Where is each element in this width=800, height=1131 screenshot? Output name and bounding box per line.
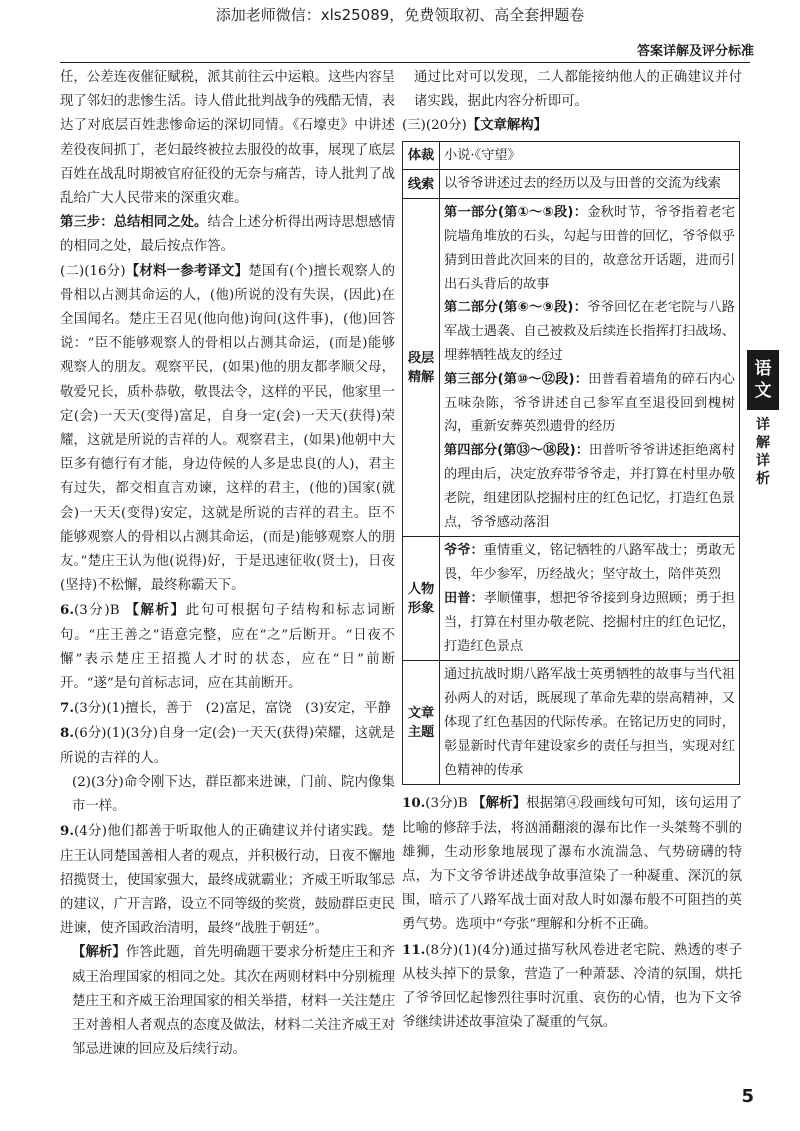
step3-label: 第三步：总结相同之处。: [60, 215, 208, 231]
q9-text: (4分)他们都善于听取他人的正确建议并付诸实践。楚庄王认同楚国善相人者的观点，并积极行动，日夜不懈地招揽贤士，使国家强大，最终成就霸业；齐威王听取邹忌的建议，广开言路，设立不同等级的奖赏，鼓励群臣吏民进谏，使齐国政治清明，最终“战胜于朝廷”。: [60, 824, 395, 937]
question-9: [60, 819, 395, 941]
section-2-heading: (二)(16分): [60, 263, 126, 279]
clue-value: 以爷爷讲述过去的经历以及与田普的交流为线索: [440, 170, 740, 199]
character-entry: [444, 587, 735, 658]
character-name: 田普：: [444, 590, 484, 606]
q6-number: 6.: [60, 602, 74, 619]
part-text: 田普听爷爷讲述拒绝离村的理由后，决定放弃带爷爷走，并打算在村里办敬老院，组建团队挖掘村庄的红色记忆，打造红色景点，爷爷感动落泪: [444, 443, 736, 530]
part-label: 第四部分(第⑬～⑱段)：: [444, 443, 590, 459]
section-2-text: 楚国有(个)擅长观察人的骨相以占测其命运的人，(他)所说的没有失误，(因此)在全国闻名。楚庄王召见(他向他)询问(这件事)，(他)回答说：“臣不能够观察人的骨相以占测其命运，(而是)能够观察人的朋友。观察平民，(如果)他的朋友都孝顺父母，敬爱兄长，质朴恭敬，敬畏法令，这样的平民，他家里一定(会)一天天(变得)富足，自身一定(会)一天天(获得)荣耀，这就是所说的吉祥的人。观察君主，(如果)他朝中大臣多有德行有才能，身边侍候的人多是忠良(的人)，君主有过失，都交相直言劝谏，这样的君主，(他的)国家(就会)一天天(变得)安定，这就是所说的吉祥的君主。臣不能够观察人的骨相以占测其命运，(而是)能够观察人的朋友。”楚庄王认为他(说得)好，于是迅速征收(贤士)，日夜(坚持)不松懈，最终称霸天下。: [60, 263, 396, 594]
left-column: [60, 66, 395, 1062]
question-6: [60, 598, 395, 696]
page-number: 5: [741, 1086, 754, 1107]
section-3-heading: [402, 114, 742, 138]
part-label: 第三部分(第⑩～⑫段)：: [444, 371, 589, 387]
q11-number: 11.: [402, 941, 426, 958]
q10-heading: (3分)B: [425, 796, 468, 812]
part-text: 爷爷回忆在老宅院与八路军战士遇袭、自己被救及后续连长指挥打扫战场、埋葬牺牲战友的经过: [444, 300, 735, 363]
character-text: 重情重义，铭记牺牲的八路军战士；勇敢无畏，年少参军，历经战火；坚守故土，陪伴英烈: [444, 543, 735, 583]
structure-part: [444, 439, 735, 534]
q7-number: 7.: [60, 700, 74, 717]
table-row-clue: [403, 170, 740, 199]
structure-label: 段层精解: [403, 199, 440, 537]
question-9-analysis: [60, 941, 395, 1062]
q6-heading: (3分)B: [73, 603, 120, 619]
paragraph-poem-analysis: 任，公差连夜催征赋税，派其前往云中运粮。这些内容呈现了邻妇的悲惨生活。诗人借此批判战争的残酷无情，表达了对底层百姓悲惨命运的深切同情。《石壕吏》中讲述差役夜间抓丁，老妇最终被拉去服役的故事，展现了底层百姓在战乱时期被官府征役的无奈与痛苦，诗人批判了战乱给广大人民带来的深重灾难。: [60, 70, 395, 207]
table-row-genre: [403, 141, 740, 170]
q10-tag: 【解析】: [472, 796, 527, 812]
structure-part: [444, 296, 735, 367]
theme-label: 文章主题: [403, 661, 440, 785]
subject-tab-label: 详解详析: [756, 417, 770, 487]
section-2-translation: [60, 260, 395, 599]
section-3-label: (三)(20分): [402, 118, 467, 134]
q10-text: 根据第④段画线句可知，该句运用了比喻的修辞手法，将汹涌翻滚的瀑布比作一头桀骜不驯的雄狮，生动形象地展现了瀑布水流湍急、气势磅礴的特点，为下文爷爷讲述战争故事渲染了一种凝重、深沉的氛围，暗示了八路军战士面对敌人时如瀑布般不可阻挡的英勇气势。选项中“夸张”理解和分析不正确。: [402, 796, 743, 933]
question-8-part2: (2)(3分)命令刚下达，群臣都来进谏，门前、院内像集市一样。: [72, 774, 395, 815]
header-divider: [60, 62, 750, 63]
character-name: 爷爷：: [444, 543, 484, 559]
clue-label: 线索: [403, 170, 440, 199]
question-10: [402, 791, 742, 937]
part-text: 金秋时节，爷爷指着老宅院墙角堆放的石头，勾起与田普的回忆，爷爷似乎猜到田普此次回来的目的，故意岔开话题，进而引出石头背后的故事: [444, 205, 735, 292]
part-label: 第二部分(第⑥～⑨段)：: [444, 300, 588, 316]
paragraph-step3: [60, 211, 395, 259]
question-8: [60, 721, 395, 770]
q9-analysis-text: 作答此题，首先明确题干要求分析楚庄王和齐威王治理国家的相同之处。其次在两则材料中分别梳理楚庄王和齐威王治理国家的相关举措，材料一关注楚庄王对善相人者观点的态度及做法，材料二关注齐威王对邹忌进谏的回应及后续行动。: [72, 945, 396, 1058]
theme-value: 通过抗战时期八路军战士英勇牺牲的故事与当代祖孙两人的对话，既展现了革命先辈的崇高精神，又体现了红色基因的代际传承。在铭记历史的同时，彰显新时代青年建设家乡的责任与担当，实现对红色精神的传承: [440, 661, 740, 785]
q9-number: 9.: [60, 823, 74, 840]
q8-number: 8.: [60, 725, 74, 742]
genre-label: 体裁: [403, 141, 440, 170]
right-column: [402, 66, 742, 1035]
character-text: 孝顺懂事，想把爷爷接到身边照顾；勇于担当，打算在村里办敬老院、挖掘村庄的红色记忆，打造红色景点: [444, 590, 735, 654]
characters-label: 人物形象: [403, 537, 440, 661]
genre-value: 小说·《守望》: [440, 141, 740, 170]
section-2-tag: 【材料一参考译文】: [125, 263, 249, 279]
step3-text: 结合上述分析得出两诗思想感情的相同之处，最后按点作答。: [60, 215, 396, 255]
watermark-text: 添加老师微信：xls25089，免费领取初、高全套押题卷: [215, 6, 585, 24]
q6-text: 此句可根据句子结构和标志词断句。“庄王善之”语意完整，应在“之”后断开。“日夜不懈”表示楚庄王招揽人才时的状态，应在“日”前断开。“遂”是句首标志词，应在其前断开。: [60, 603, 396, 692]
subject-tab: 语文: [747, 350, 779, 410]
page-header: 答案详解及评分标准: [636, 44, 754, 59]
q10-number: 10.: [402, 795, 426, 812]
article-structure-table: [402, 141, 740, 786]
q9-tag: 【解析】: [72, 945, 126, 961]
q6-tag: 【解析】: [125, 603, 186, 619]
question-11: [402, 938, 742, 1036]
part-label: 第一部分(第①～⑤段)：: [444, 205, 588, 221]
structure-part: [444, 201, 735, 296]
characters-value: [440, 537, 740, 661]
table-row-characters: [403, 537, 740, 661]
character-entry: [444, 539, 735, 587]
q11-text: (8分)(1)(4分)通过描写秋风卷进老宅院、熟透的枣子从枝头掉下的景象，营造了一种萧瑟、冷清的氛围，烘托了爷爷回忆起惨烈往事时沉重、哀伤的心情，也为下文爷爷继续讲述故事渲染了凝重的气氛。: [402, 942, 742, 1031]
structure-part: [444, 368, 735, 439]
section-3-tag: 【文章解构】: [466, 118, 548, 134]
question-7: [60, 696, 395, 721]
table-row-theme: [403, 661, 740, 785]
q8-answer-1: (6分)(1)(3分)自身一定(会)一天天(获得)荣耀，这就是所说的吉祥的人。: [60, 726, 395, 766]
table-row-structure: [403, 199, 740, 537]
structure-value: [440, 199, 740, 537]
q7-text: (3分)(1)擅长，善于 (2)富足，富饶 (3)安定，平静: [73, 701, 391, 717]
part-text: 田普看着墙角的碎石内心五味杂陈，爷爷讲述自己参军直至退役回到槐树沟，重新安葬英烈遗骨的经历: [444, 371, 735, 435]
paragraph-q9-conclusion: 通过比对可以发现，二人都能接纳他人的正确建议并付诸实践，据此内容分析即可。: [414, 70, 742, 110]
